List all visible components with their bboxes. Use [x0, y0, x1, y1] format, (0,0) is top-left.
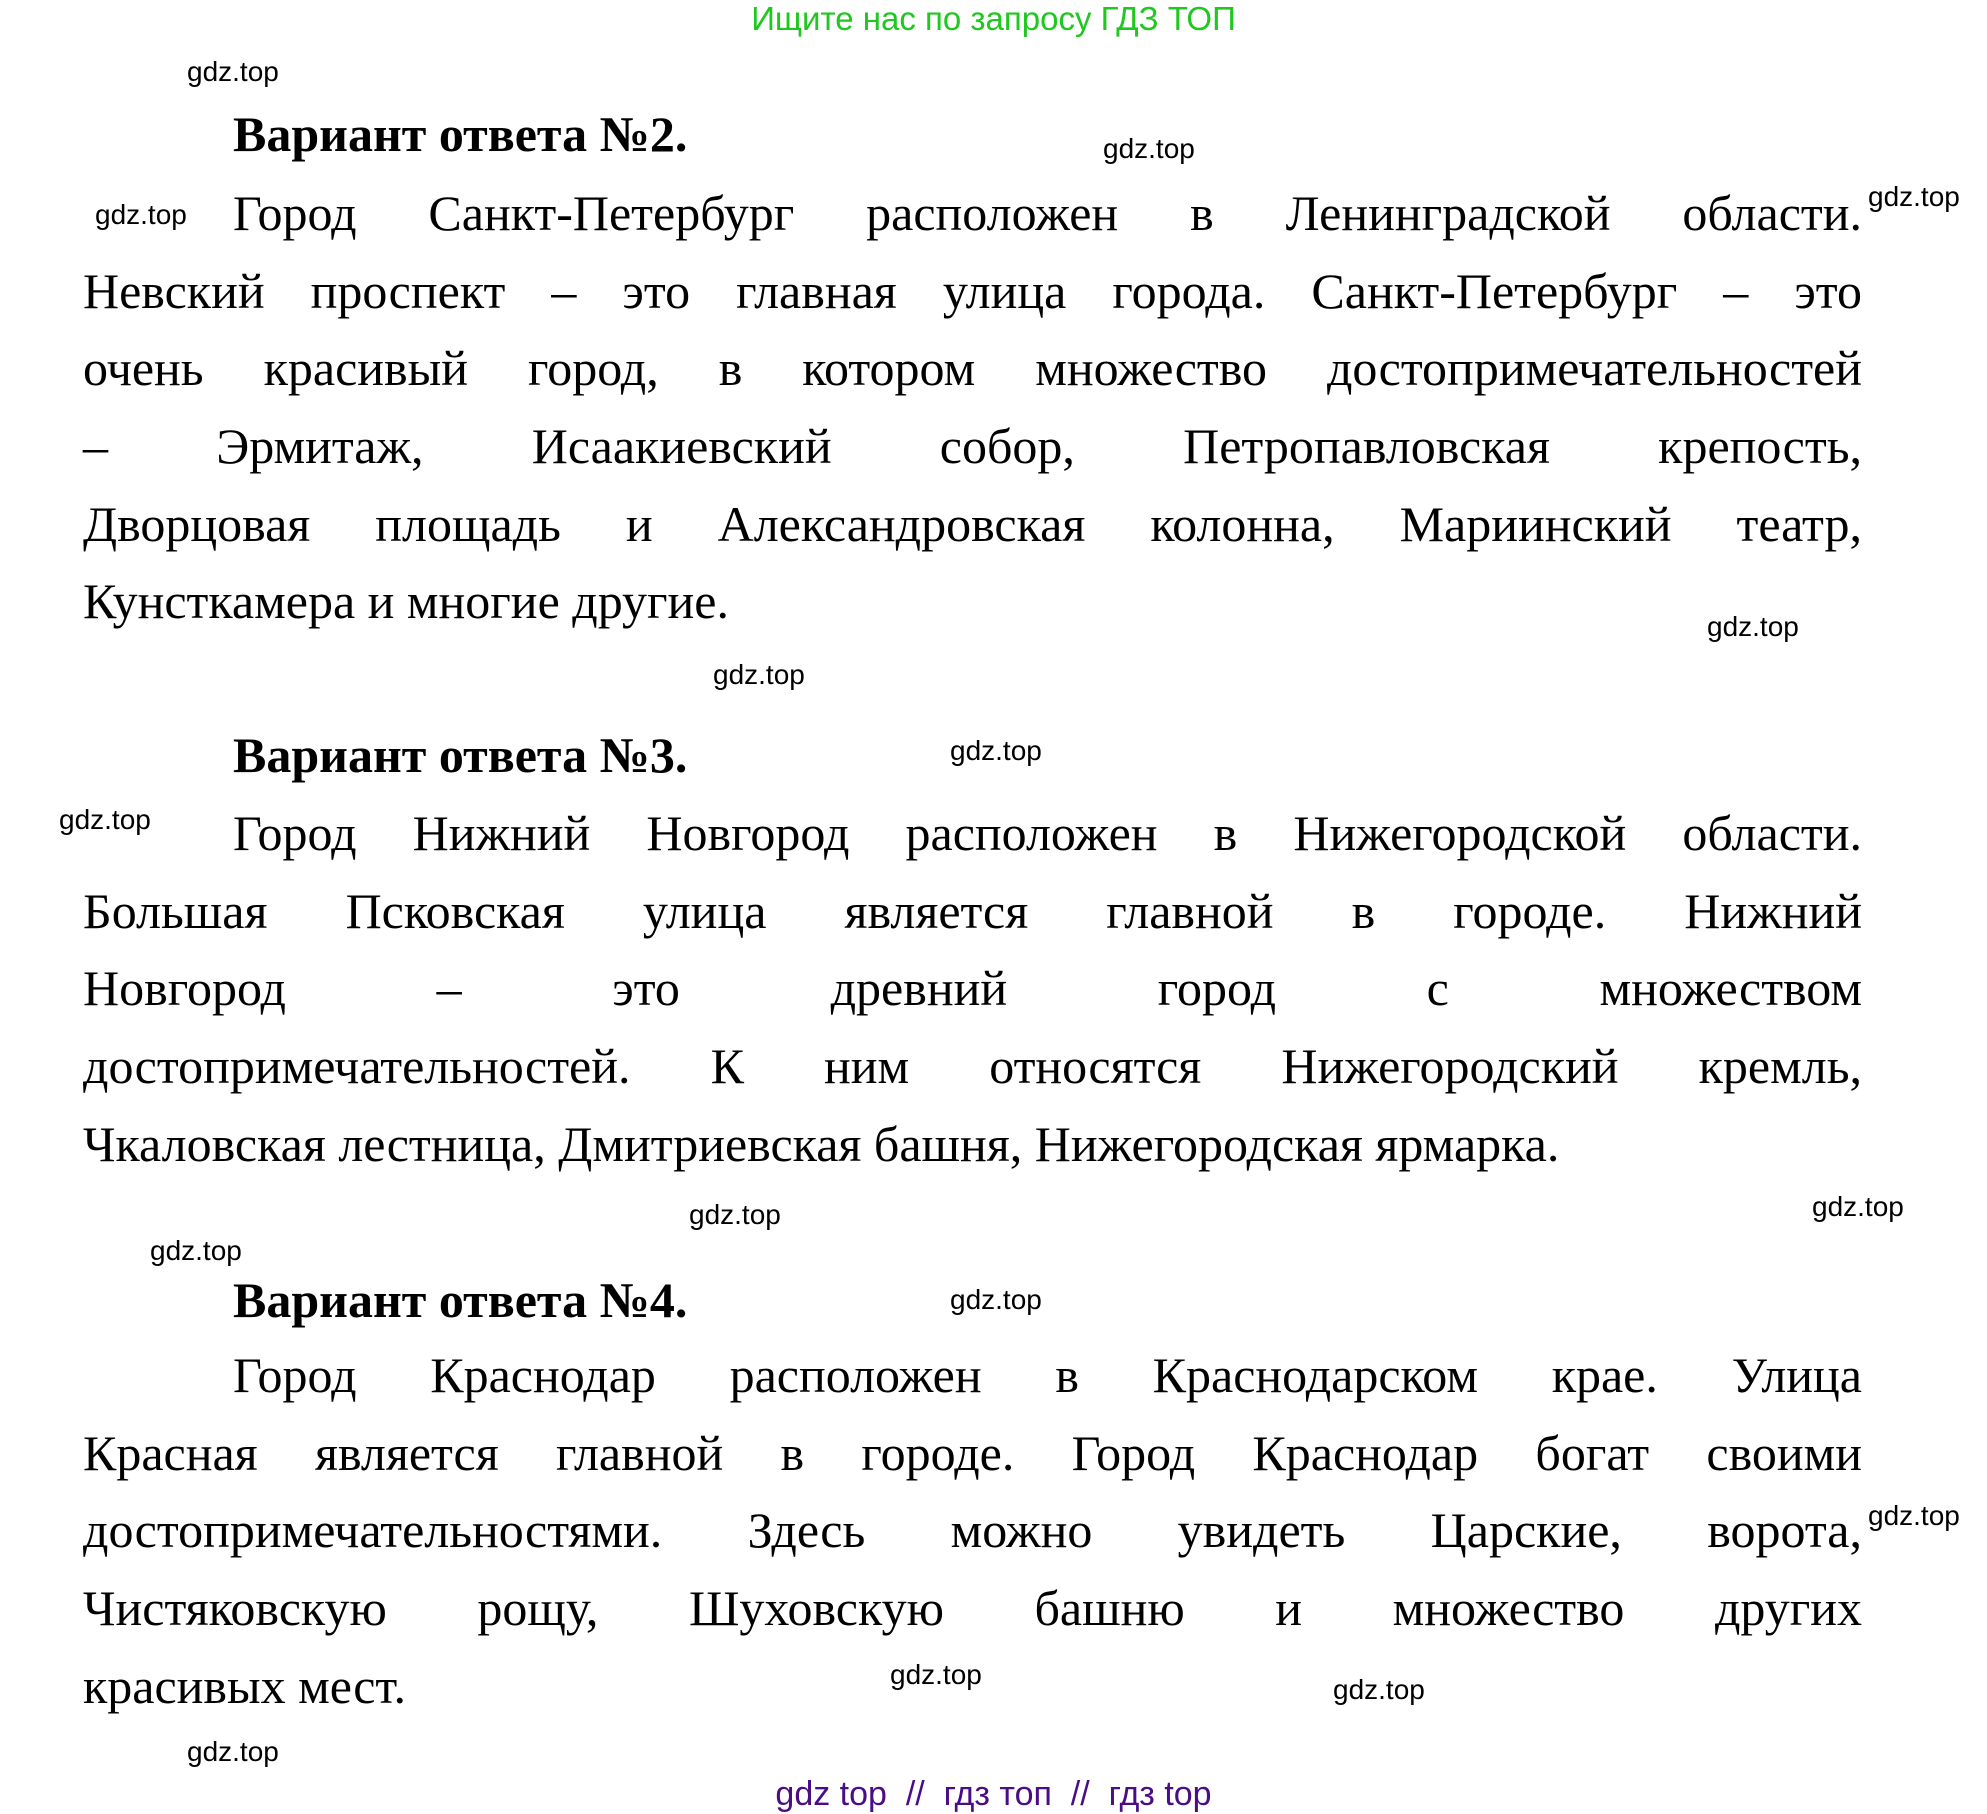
section-heading-3: Вариант ответа №3.	[233, 727, 688, 783]
text-line: Новгород – это древний город с множеством	[83, 960, 1862, 1017]
text-line: достопримечательностей. К ним относятся Нижегородский кремль,	[83, 1038, 1862, 1095]
watermark: gdz.top	[187, 1736, 279, 1767]
watermark: gdz.top	[59, 804, 151, 835]
text-line: Невский проспект – это главная улица города. Санкт-Петербург – это	[83, 262, 1862, 319]
text-line: Чкаловская лестница, Дмитриевская башня, Нижегородская ярмарка.	[83, 1115, 1560, 1172]
watermark: gdz.top	[1707, 611, 1799, 642]
text-line: Город Санкт-Петербург расположен в Ленинградской области.	[233, 185, 1862, 241]
text-line: очень красивый город, в котором множество достопримечательностей	[83, 340, 1862, 397]
watermark: gdz.top	[1812, 1191, 1904, 1222]
watermark: gdz.top	[1868, 181, 1960, 212]
watermark: gdz.top	[1333, 1674, 1425, 1705]
text-line: Кунсткамера и многие другие.	[83, 573, 729, 630]
section-heading-2: Вариант ответа №2.	[233, 106, 688, 162]
watermark: gdz.top	[689, 1199, 781, 1230]
watermark: gdz.top	[950, 1284, 1042, 1315]
watermark: gdz.top	[713, 659, 805, 690]
text-line: Красная является главной в городе. Город Краснодар богат своими	[83, 1424, 1862, 1481]
text-line: Город Краснодар расположен в Краснодарском крае. Улица	[233, 1347, 1862, 1403]
text-line: Город Нижний Новгород расположен в Нижегородской области.	[233, 805, 1862, 861]
watermark: gdz.top	[1103, 133, 1195, 164]
watermark: gdz.top	[150, 1235, 242, 1266]
watermark: gdz.top	[95, 199, 187, 230]
answer-paragraph-2	[83, 175, 1862, 641]
text-line: Большая Псковская улица является главной в городе. Нижний	[83, 882, 1862, 939]
watermark: gdz.top	[1868, 1500, 1960, 1531]
watermark: gdz.top	[187, 56, 279, 87]
search-banner: Ищите нас по запросу ГДЗ ТОП	[751, 0, 1236, 37]
text-line: красивых мест.	[83, 1657, 406, 1714]
footer-watermark: gdz top // гдз топ // гдз top	[775, 1775, 1212, 1813]
text-line: – Эрмитаж, Исаакиевский собор, Петропавловская крепость,	[83, 418, 1862, 475]
watermark: gdz.top	[890, 1659, 982, 1690]
watermark: gdz.top	[950, 735, 1042, 766]
text-line: Дворцовая площадь и Александровская колонна, Мариинский театр,	[83, 495, 1862, 552]
text-line: Чистяковскую рощу, Шуховскую башню и множество других	[83, 1580, 1862, 1637]
text-line: достопримечательностями. Здесь можно увидеть Царские, ворота,	[83, 1502, 1862, 1559]
section-heading-4: Вариант ответа №4.	[233, 1272, 688, 1328]
answer-paragraph-3	[83, 795, 1862, 1183]
